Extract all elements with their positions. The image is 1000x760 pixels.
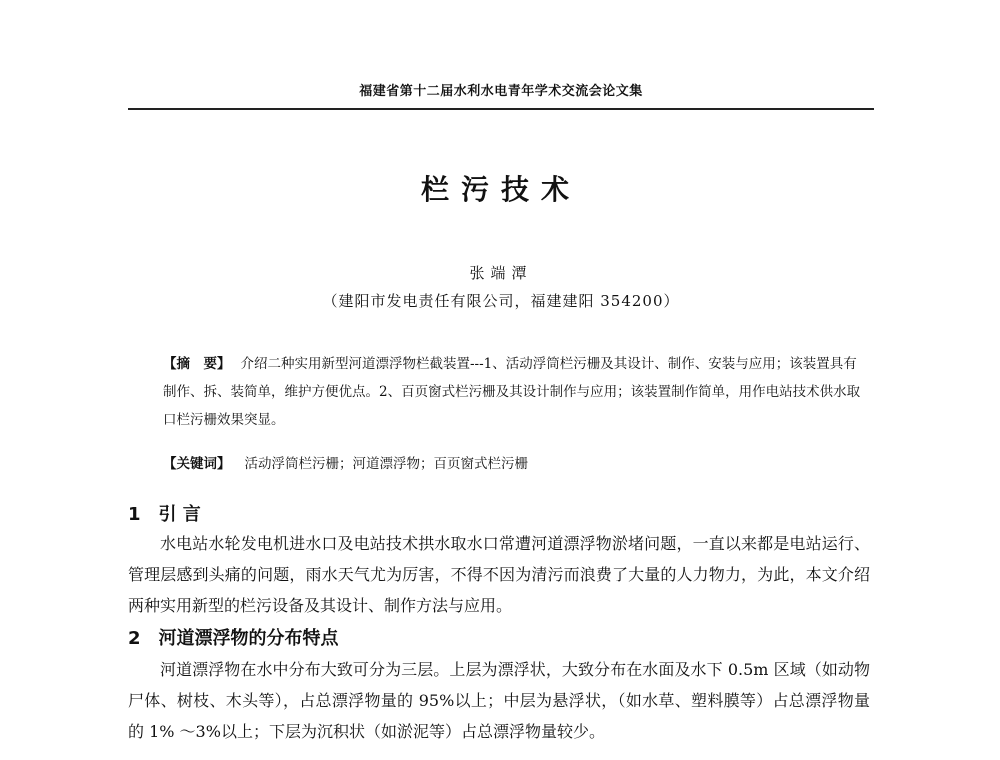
abstract — [163, 350, 863, 434]
section-number: 2 — [128, 628, 141, 649]
section-heading-distribution — [128, 624, 339, 650]
section-heading-introduction — [128, 500, 201, 526]
section-paragraph-distribution: 河道漂浮物在水中分布大致可分为三层。上层为漂浮状，大致分布在水面及水下 0.5m 区域（如动物尸体、树枝、木头等），占总漂浮物量的 95%以上；中层为悬浮状，（如水草、塑料膜等）占总漂浮物量的 1% ～3%以上；下层为沉积状（如淤泥等）占总漂浮物量较少。 — [128, 660, 870, 741]
header-rule — [128, 108, 874, 110]
keywords — [163, 452, 863, 472]
running-header: 福建省第十二届水利水电青年学术交流会论文集 — [359, 84, 643, 99]
section-title: 引 言 — [158, 504, 201, 525]
paper-title: 栏污技术 — [420, 173, 581, 206]
keywords-text: 活动浮筒栏污栅；河道漂浮物；百页窗式栏污栅 — [244, 456, 528, 472]
abstract-text: 介绍二种实用新型河道漂浮物栏截装置---1、活动浮筒栏污栅及其设计、制作、安装与应用；该装置具有制作、拆、装简单，维护方便优点。2、百页窗式栏污栅及其设计制作与应用；该装置制作简单，用作电站技术供水取口栏污栅效果突显。 — [163, 356, 861, 428]
author-name: 张端潭 — [469, 264, 533, 282]
section-title: 河道漂浮物的分布特点 — [158, 628, 339, 649]
author-affiliation: （建阳市发电责任有限公司，福建建阳 354200） — [322, 292, 680, 310]
abstract-label: 【摘 要】 — [163, 356, 231, 372]
section-paragraph-introduction: 水电站水轮发电机进水口及电站技术拱水取水口常遭河道漂浮物淤堵问题，一直以来都是电站运行、管理层感到头痛的问题，雨水天气尤为厉害，不得不因为清污而浪费了大量的人力物力，为此，本文介绍两种实用新型的栏污设备及其设计、制作方法与应用。 — [128, 534, 870, 615]
section-number: 1 — [128, 504, 141, 525]
keywords-label: 【关键词】 — [163, 456, 231, 472]
